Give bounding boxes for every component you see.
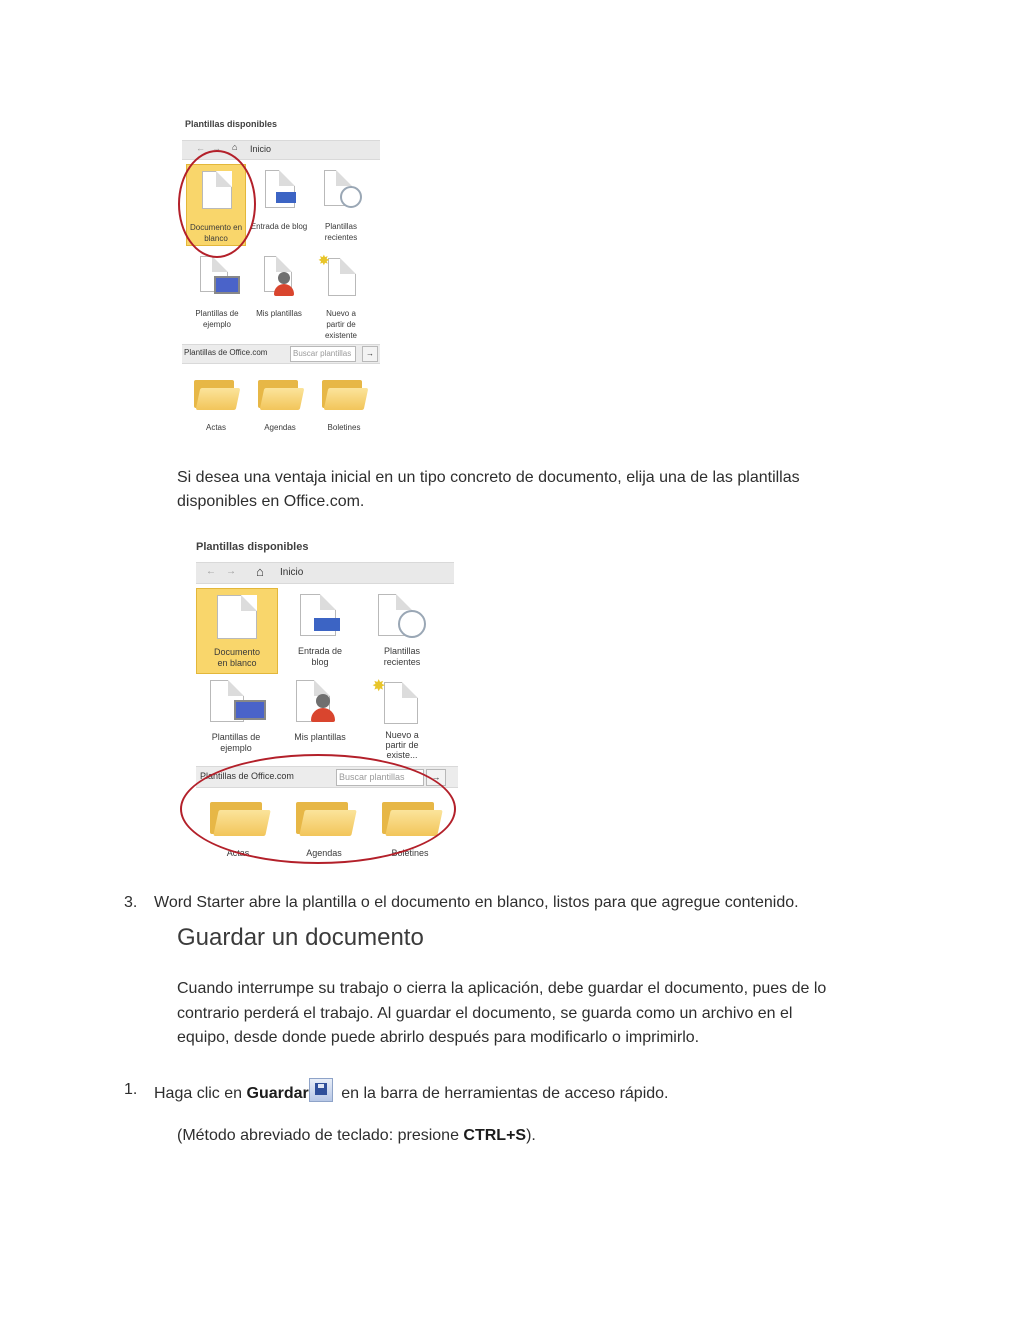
person-icon (278, 272, 290, 284)
nav-label[interactable]: Inicio (250, 144, 272, 154)
clock-icon (398, 610, 426, 638)
back-arrow-icon[interactable]: ← (206, 566, 216, 577)
search-go-button[interactable]: → (362, 346, 378, 362)
paragraph-templates-line-2: disponibles en Office.com. (177, 493, 365, 510)
monitor-icon (234, 700, 266, 720)
new-document-icon (384, 682, 418, 724)
office-templates-bar (182, 344, 380, 364)
step-1-text (154, 1078, 669, 1106)
blog-bubble-icon (276, 192, 296, 203)
search-templates-input[interactable]: Buscar plantillas (290, 346, 356, 362)
templates-screenshot-2 (180, 536, 458, 866)
step-1-post: en la barra de herramientas de acceso rápido. (336, 1085, 669, 1102)
paragraph-save-line-1: Cuando interrumpe su trabajo o cierra la aplicación, debe guardar el documento, pues de lo (177, 980, 827, 997)
folder-agendas[interactable]: Agendas (296, 802, 352, 862)
nav-bar (196, 562, 454, 584)
forward-arrow-icon[interactable]: → (226, 566, 236, 577)
highlight-circle-blank-document (178, 150, 256, 258)
paragraph-save-line-2: contrario perderá el trabajo. Al guardar el documento, se guarda como un archivo en el (177, 1005, 793, 1022)
step-1-number: 1. (124, 1081, 138, 1098)
search-go-button[interactable]: → (426, 769, 446, 786)
shortcut-post: ). (526, 1127, 536, 1144)
office-templates-label: Plantillas de Office.com (184, 348, 268, 357)
tile-blog-entry[interactable]: Entrada de blog (284, 588, 356, 672)
new-document-icon (328, 258, 356, 296)
step-3-number: 3. (124, 894, 138, 911)
panel-title: Plantillas disponibles (196, 541, 309, 553)
back-arrow-icon[interactable]: ← (196, 143, 205, 153)
folder-actas[interactable]: Actas (194, 380, 238, 436)
folder-actas[interactable]: Actas (210, 802, 266, 862)
tile-recent-templates[interactable]: Plantillas recientes (366, 588, 438, 672)
guardar-label: Guardar (246, 1085, 309, 1102)
blog-bubble-icon (314, 618, 340, 631)
sparkle-icon: ✸ (318, 252, 330, 268)
templates-screenshot-1 (178, 112, 382, 442)
step-1-pre: Haga clic en (154, 1085, 247, 1102)
home-icon[interactable]: ⌂ (256, 564, 264, 579)
tile-new-from-existing[interactable]: ✸ Nuevo a partir de existente (318, 252, 358, 340)
tile-recent-templates[interactable]: Plantillas recientes (312, 164, 370, 244)
tile-sample-templates[interactable]: Plantillas de ejemplo (196, 676, 276, 756)
person-body-icon (311, 708, 335, 722)
save-icon[interactable] (309, 1078, 333, 1102)
panel-title: Plantillas disponibles (185, 119, 278, 129)
paragraph-save-line-3: equipo, desde donde puede abrirlo después para modificarlo o imprimirlo. (177, 1029, 700, 1046)
tile-new-from-existing[interactable]: ✸ Nuevo a partir de existe... (372, 678, 419, 760)
office-templates-label: Plantillas de Office.com (200, 771, 294, 781)
shortcut-note (177, 1124, 536, 1148)
tile-blank-document[interactable]: Documento en blanco (186, 164, 246, 246)
folder-boletines[interactable]: Boletines (382, 802, 438, 862)
clock-icon (340, 186, 362, 208)
shortcut-keys: CTRL+S (463, 1127, 527, 1144)
tile-blank-document[interactable]: Documento en blanco (196, 588, 278, 674)
tile-sample-templates[interactable]: Plantillas de ejemplo (186, 252, 248, 342)
step-3-text: Word Starter abre la plantilla o el documento en blanco, listos para que agregue contenido. (154, 894, 799, 911)
highlight-circle-office-templates (180, 754, 456, 864)
tile-my-templates[interactable]: Mis plantillas (284, 676, 356, 756)
nav-label[interactable]: Inicio (280, 567, 304, 578)
tile-blog-entry[interactable]: Entrada de blog (250, 164, 308, 244)
home-icon[interactable]: ⌂ (232, 142, 238, 152)
search-templates-input[interactable]: Buscar plantillas (336, 769, 424, 786)
monitor-icon (214, 276, 240, 294)
person-icon (316, 694, 330, 708)
shortcut-pre: (Método abreviado de teclado: presione (177, 1127, 464, 1144)
folder-boletines[interactable]: Boletines (322, 380, 366, 436)
document-icon (217, 595, 257, 639)
forward-arrow-icon[interactable]: → (212, 143, 221, 153)
folder-agendas[interactable]: Agendas (258, 380, 302, 436)
section-heading: Guardar un documento (177, 924, 424, 951)
tile-my-templates[interactable]: Mis plantillas (250, 252, 308, 342)
paragraph-templates-line-1: Si desea una ventaja inicial en un tipo concreto de documento, elija una de las plantillas (177, 469, 800, 486)
sparkle-icon: ✸ (372, 678, 386, 695)
